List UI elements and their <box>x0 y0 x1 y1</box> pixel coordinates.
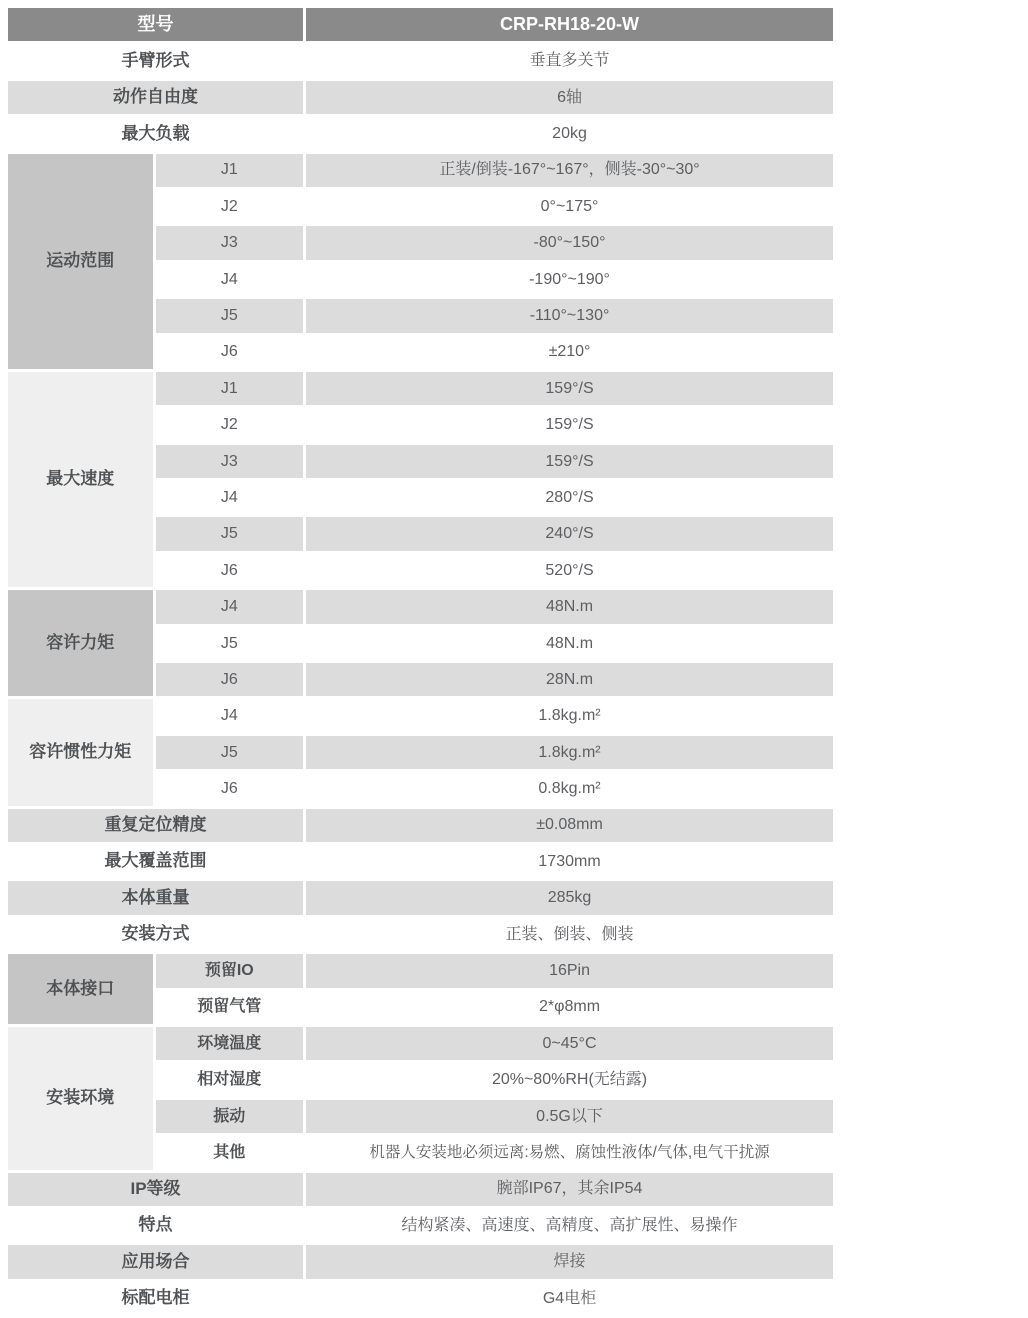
header-row <box>8 8 833 41</box>
joint-label: J6 <box>156 663 304 696</box>
joint-value: 280°/S <box>545 488 594 506</box>
env-item-value: 机器人安装地必须远离:易燃、腐蚀性液体/气体,电气干扰源 <box>369 1144 770 1162</box>
body-weight-value: 285kg <box>306 881 833 914</box>
section-label-body-interface: 本体接口 <box>8 954 153 1024</box>
max-payload-value: 20kg <box>552 125 587 143</box>
dof-label: 动作自由度 <box>8 81 303 114</box>
cabinet-value: G4电柜 <box>542 1289 597 1307</box>
ip-rating-value: 腕部IP67，其余IP54 <box>306 1173 833 1206</box>
row-torque-j4 <box>8 590 833 623</box>
joint-label: J5 <box>156 299 304 332</box>
joint-value: 28N.m <box>306 663 833 696</box>
row-repeatability <box>8 809 833 842</box>
joint-value: 520°/S <box>545 561 594 579</box>
max-reach-value: 1730mm <box>538 852 601 870</box>
joint-value: 0.8kg.m² <box>538 780 601 798</box>
dof-value: 6轴 <box>306 81 833 114</box>
joint-value: 0°~175° <box>540 197 599 215</box>
model-value: CRP-RH18-20-W <box>306 8 833 41</box>
repeatability-label: 重复定位精度 <box>8 809 303 842</box>
section-label-max-speed: 最大速度 <box>8 372 153 587</box>
row-max-speed-j1 <box>8 372 833 405</box>
ip-rating-label: IP等级 <box>8 1173 303 1206</box>
row-max-payload <box>8 117 833 150</box>
interface-item-value: 16Pin <box>306 954 833 987</box>
env-item-value: 0.5G以下 <box>306 1100 833 1133</box>
section-label-allowable-inertia: 容许惯性力矩 <box>8 699 153 805</box>
row-motion-range-j1 <box>8 154 833 187</box>
row-env-temperature <box>8 1027 833 1060</box>
row-arm-form <box>8 44 833 77</box>
env-item-label: 环境温度 <box>156 1027 304 1060</box>
joint-label: J6 <box>220 780 238 798</box>
env-item-label: 其他 <box>213 1144 246 1161</box>
row-features <box>8 1209 833 1242</box>
row-ip-rating <box>8 1173 833 1206</box>
joint-value: -110°~130° <box>306 299 833 332</box>
arm-form-label: 手臂形式 <box>121 50 190 70</box>
interface-item-label: 预留IO <box>156 954 304 987</box>
joint-value: -80°~150° <box>306 226 833 259</box>
model-label: 型号 <box>8 8 303 41</box>
section-label-motion-range: 运动范围 <box>8 154 153 369</box>
joint-value: 1.8kg.m² <box>538 707 601 725</box>
joint-value: 1.8kg.m² <box>306 736 833 769</box>
row-inertia-j4 <box>8 699 833 732</box>
joint-value: 159°/S <box>306 445 833 478</box>
joint-label: J2 <box>220 197 238 215</box>
max-reach-label: 最大覆盖范围 <box>104 851 207 871</box>
max-payload-label: 最大负载 <box>121 123 190 143</box>
row-body-weight <box>8 881 833 914</box>
joint-label: J1 <box>156 154 304 187</box>
joint-label: J3 <box>156 445 304 478</box>
arm-form-value: 垂直多关节 <box>529 52 610 70</box>
body-weight-label: 本体重量 <box>8 881 303 914</box>
joint-value: -190°~190° <box>529 270 610 288</box>
mounting-label: 安装方式 <box>121 924 190 944</box>
joint-label: J5 <box>220 634 238 652</box>
row-application <box>8 1245 833 1278</box>
interface-item-label: 预留气管 <box>197 998 262 1016</box>
joint-label: J6 <box>220 561 238 579</box>
env-item-label: 相对湿度 <box>197 1071 262 1089</box>
section-label-allowable-torque: 容许力矩 <box>8 590 153 696</box>
joint-label: J1 <box>156 372 304 405</box>
cabinet-label: 标配电柜 <box>121 1288 190 1308</box>
row-dof <box>8 81 833 114</box>
joint-label: J4 <box>220 488 238 506</box>
robot-spec-table <box>5 5 836 1318</box>
row-mounting <box>8 918 833 951</box>
interface-item-value: 2*φ8mm <box>538 998 601 1016</box>
env-item-value: 0~45°C <box>306 1027 833 1060</box>
application-value: 焊接 <box>306 1245 833 1278</box>
features-label: 特点 <box>138 1215 173 1235</box>
joint-label: J4 <box>220 270 238 288</box>
row-cabinet <box>8 1282 833 1315</box>
repeatability-value: ±0.08mm <box>306 809 833 842</box>
joint-label: J2 <box>220 416 238 434</box>
joint-value: 159°/S <box>545 416 594 434</box>
joint-value: 240°/S <box>306 517 833 550</box>
joint-label: J4 <box>156 590 304 623</box>
features-value: 结构紧凑、高速度、高精度、高扩展性、易操作 <box>401 1216 738 1234</box>
joint-label: J3 <box>156 226 304 259</box>
joint-value: 正装/倒装-167°~167°，侧装-30°~30° <box>306 154 833 187</box>
joint-label: J5 <box>156 736 304 769</box>
joint-value: 159°/S <box>306 372 833 405</box>
row-reserved-io <box>8 954 833 987</box>
joint-value: ±210° <box>548 343 591 361</box>
application-label: 应用场合 <box>8 1245 303 1278</box>
env-item-value: 20%~80%RH(无结露) <box>491 1071 648 1089</box>
section-label-environment: 安装环境 <box>8 1027 153 1170</box>
joint-value: 48N.m <box>306 590 833 623</box>
joint-value: 48N.m <box>545 634 594 652</box>
joint-label: J4 <box>220 707 238 725</box>
mounting-value: 正装、倒装、侧装 <box>505 925 634 943</box>
row-max-reach <box>8 845 833 878</box>
env-item-label: 振动 <box>156 1100 304 1133</box>
joint-label: J5 <box>156 517 304 550</box>
joint-label: J6 <box>220 343 238 361</box>
